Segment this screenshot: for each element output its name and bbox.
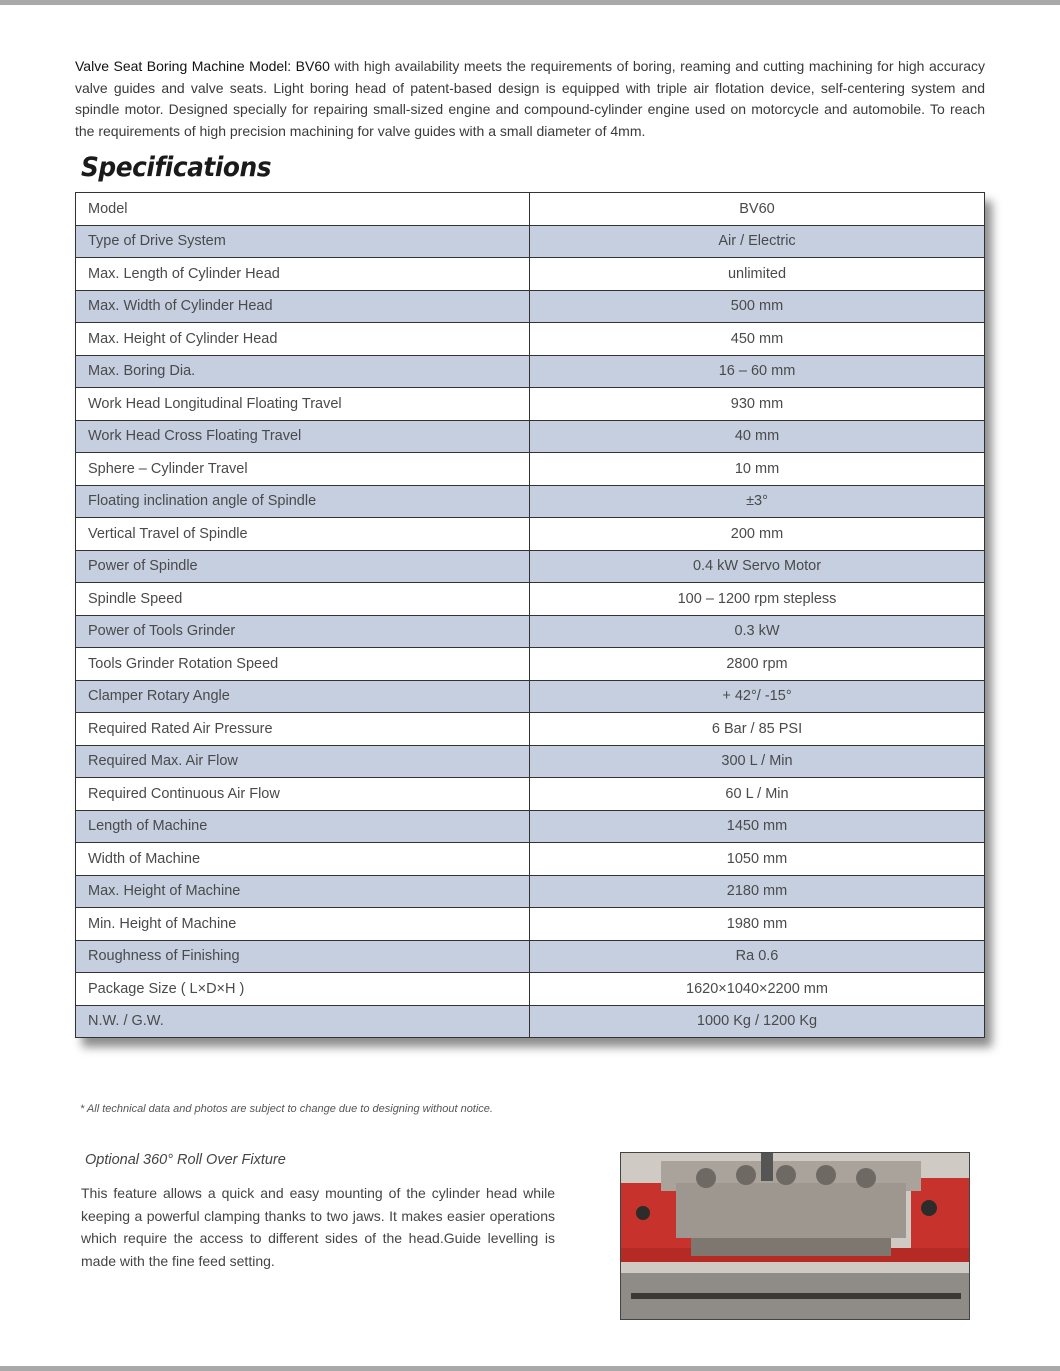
spec-label: Max. Height of Cylinder Head [76, 323, 530, 356]
spec-row [76, 355, 985, 388]
spec-label: Floating inclination angle of Spindle [76, 485, 530, 518]
spec-value: + 42°/ -15° [530, 680, 985, 713]
spec-row [76, 648, 985, 681]
spec-row [76, 453, 985, 486]
spec-value: 10 mm [530, 453, 985, 486]
spec-row [76, 193, 985, 226]
spec-row [76, 388, 985, 421]
spec-label: Required Max. Air Flow [76, 745, 530, 778]
feature-description: This feature allows a quick and easy mounting of the cylinder head while keeping a powerful clamping thanks to two jaws. It makes easier operations which require the access to different sides of the head.Guide levelling is made with the fine feed setting. [81, 1185, 555, 1269]
spec-value: 300 L / Min [530, 745, 985, 778]
spec-label: Max. Width of Cylinder Head [76, 290, 530, 323]
spec-label: Work Head Cross Floating Travel [76, 420, 530, 453]
spec-label: Vertical Travel of Spindle [76, 518, 530, 551]
spec-value: 100 – 1200 rpm stepless [530, 583, 985, 616]
spec-row [76, 908, 985, 941]
spec-row [76, 810, 985, 843]
spec-value: 6 Bar / 85 PSI [530, 713, 985, 746]
fixture-illustration [621, 1153, 969, 1319]
spec-value: Ra 0.6 [530, 940, 985, 973]
spec-row [76, 225, 985, 258]
spec-row [76, 843, 985, 876]
spec-row [76, 745, 985, 778]
intro-text: with high availability meets the requirements of boring, reaming and cutting machining for high accuracy valve guides and valve seats. Light boring head of patent-based design is equipped with triple air flotation device, self-centering system and spindle motor. Designed specially for repairing small-sized engine and compound-cylinder engine used on motorcycle and automobile. To reach the requirements of high precision machining for valve guides with a small diameter of 4mm. [75, 58, 985, 139]
bottom-rule [0, 1366, 1060, 1371]
spec-label: Min. Height of Machine [76, 908, 530, 941]
spec-row [76, 973, 985, 1006]
spec-label: Work Head Longitudinal Floating Travel [76, 388, 530, 421]
specifications-body [76, 193, 985, 1038]
spec-row [76, 550, 985, 583]
spec-row [76, 518, 985, 551]
spec-value: 1000 Kg / 1200 Kg [530, 1005, 985, 1038]
spec-label: Package Size ( L×D×H ) [76, 973, 530, 1006]
spec-value: 930 mm [530, 388, 985, 421]
spec-value: 0.4 kW Servo Motor [530, 550, 985, 583]
spec-value: 1050 mm [530, 843, 985, 876]
specifications-heading: Specifications [81, 152, 272, 183]
spec-value: ±3° [530, 485, 985, 518]
spec-row [76, 1005, 985, 1038]
spec-row [76, 875, 985, 908]
spec-value: 40 mm [530, 420, 985, 453]
spec-value: 16 – 60 mm [530, 355, 985, 388]
spec-label: Length of Machine [76, 810, 530, 843]
spec-label: Max. Boring Dia. [76, 355, 530, 388]
intro-paragraph [75, 56, 985, 142]
spec-label: Type of Drive System [76, 225, 530, 258]
spec-label: Max. Height of Machine [76, 875, 530, 908]
spec-value: 1450 mm [530, 810, 985, 843]
spec-value: 200 mm [530, 518, 985, 551]
spec-row [76, 420, 985, 453]
specifications-table [75, 192, 985, 1038]
spec-value: 60 L / Min [530, 778, 985, 811]
spec-row [76, 583, 985, 616]
spec-value: 1620×1040×2200 mm [530, 973, 985, 1006]
spec-value: 2800 rpm [530, 648, 985, 681]
spec-value: 450 mm [530, 323, 985, 356]
spec-label: Model [76, 193, 530, 226]
spec-value: 1980 mm [530, 908, 985, 941]
spec-row [76, 713, 985, 746]
spec-label: Sphere – Cylinder Travel [76, 453, 530, 486]
spec-label: Tools Grinder Rotation Speed [76, 648, 530, 681]
spec-value: 0.3 kW [530, 615, 985, 648]
spec-value: unlimited [530, 258, 985, 291]
disclaimer-note: * All technical data and photos are subject to change due to designing without notice. [80, 1103, 493, 1115]
spec-row [76, 290, 985, 323]
spec-label: Power of Tools Grinder [76, 615, 530, 648]
spec-value: 500 mm [530, 290, 985, 323]
spec-row [76, 940, 985, 973]
top-rule [0, 0, 1060, 5]
feature-title: Optional 360° Roll Over Fixture [85, 1152, 286, 1168]
spec-row [76, 323, 985, 356]
spec-label: Clamper Rotary Angle [76, 680, 530, 713]
spec-label: Roughness of Finishing [76, 940, 530, 973]
spec-row [76, 258, 985, 291]
spec-label: Required Continuous Air Flow [76, 778, 530, 811]
spec-label: Power of Spindle [76, 550, 530, 583]
spec-label: Spindle Speed [76, 583, 530, 616]
spec-row [76, 615, 985, 648]
spec-row [76, 778, 985, 811]
roll-over-fixture-photo [620, 1152, 970, 1320]
spec-row [76, 485, 985, 518]
spec-row [76, 680, 985, 713]
spec-label: Required Rated Air Pressure [76, 713, 530, 746]
spec-value: Air / Electric [530, 225, 985, 258]
spec-label: Max. Length of Cylinder Head [76, 258, 530, 291]
spec-value: 2180 mm [530, 875, 985, 908]
spec-value: BV60 [530, 193, 985, 226]
spec-label: Width of Machine [76, 843, 530, 876]
intro-lead: Valve Seat Boring Machine Model: BV60 [75, 58, 330, 74]
spec-label: N.W. / G.W. [76, 1005, 530, 1038]
